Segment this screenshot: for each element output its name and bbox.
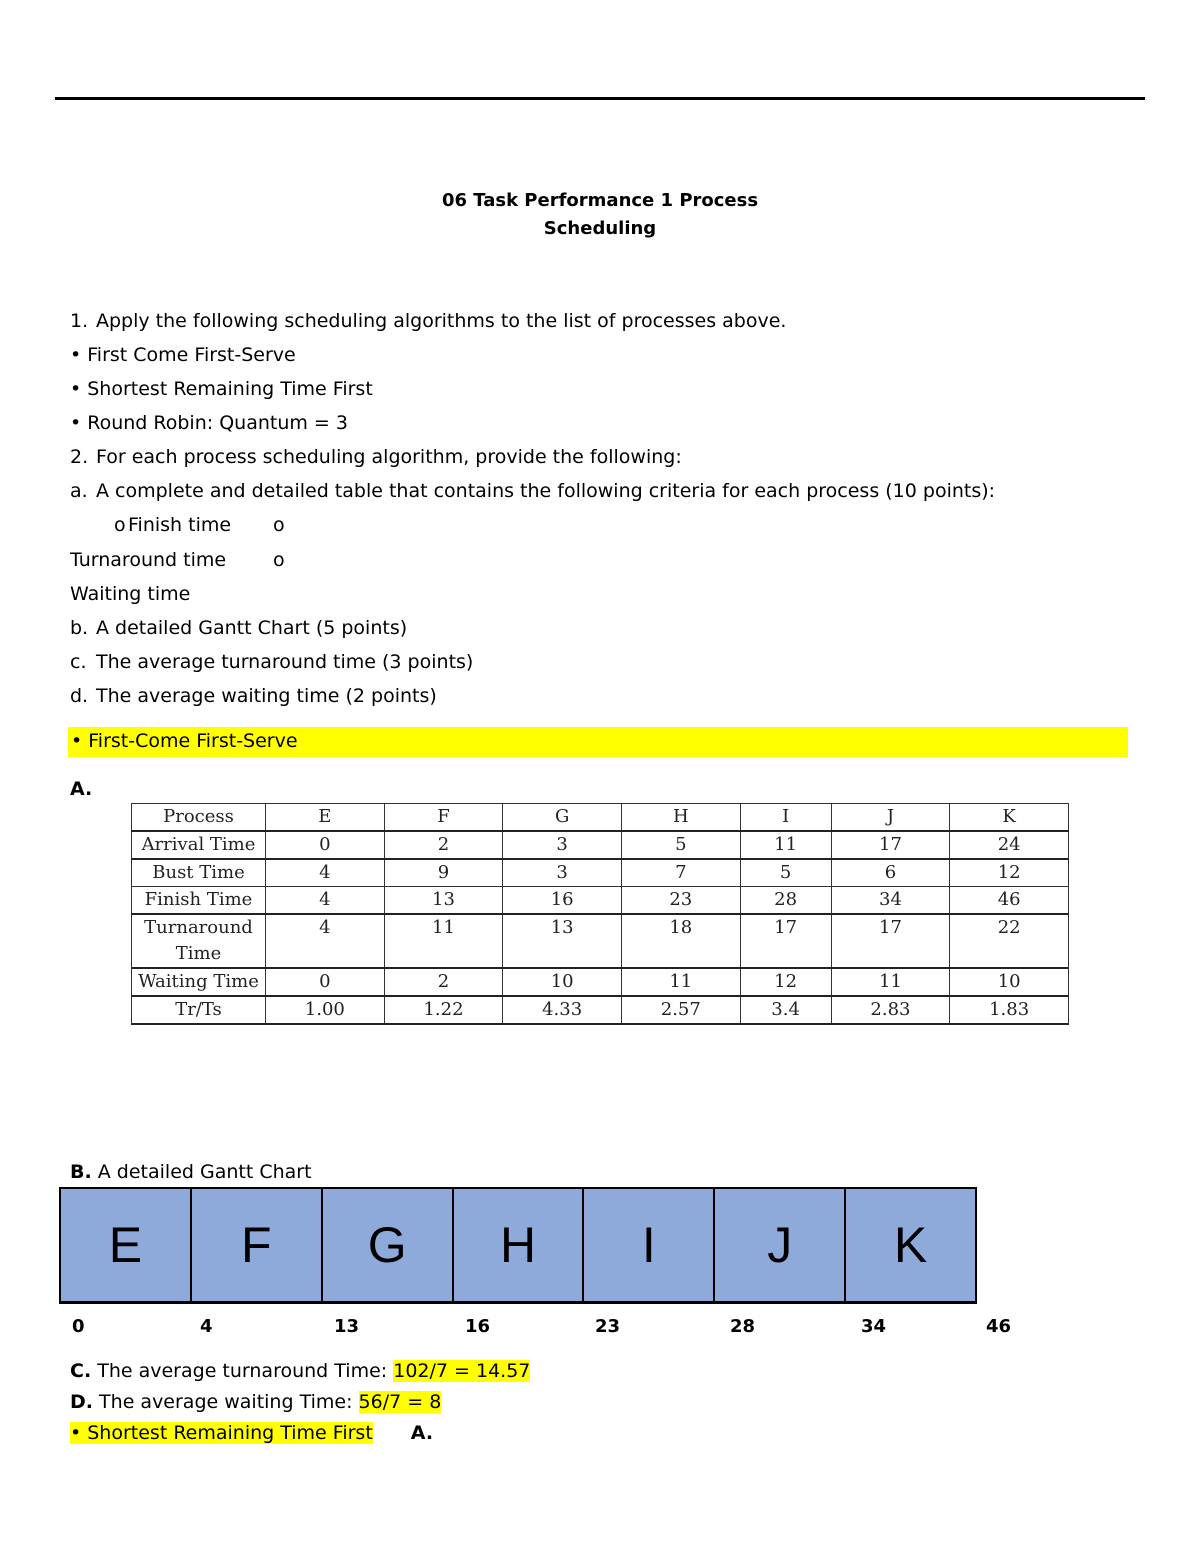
question-a <box>70 480 995 502</box>
table-cell: 10 <box>503 968 622 996</box>
gantt-block: G <box>323 1189 454 1301</box>
table-cell: 13 <box>503 914 622 968</box>
question-d-letter: d. <box>70 685 89 707</box>
table-cell: 3 <box>503 831 622 859</box>
avg-turnaround-value: 102/7 = 14.57 <box>393 1360 531 1382</box>
row-label: Turnaround Time <box>132 914 266 968</box>
gantt-tick: 46 <box>986 1316 1012 1337</box>
table-header-cell: F <box>384 804 503 832</box>
table-cell: 46 <box>950 887 1069 915</box>
question-d-text: The average waiting time (2 points) <box>96 685 437 707</box>
fcfs-process-table <box>131 803 1069 1025</box>
fcfs-heading: • First-Come First-Serve <box>71 730 298 752</box>
table-cell: 22 <box>950 914 1069 968</box>
gantt-block: E <box>61 1189 192 1301</box>
table-cell: 11 <box>831 968 950 996</box>
question-c-text: The average turnaround time (3 points) <box>96 651 474 673</box>
doc-title-line1: 06 Task Performance 1 Process <box>441 190 759 211</box>
table-header-cell: K <box>950 804 1069 832</box>
table-cell: 18 <box>621 914 740 968</box>
table-header-cell: Process <box>132 804 266 832</box>
table-cell: 23 <box>621 887 740 915</box>
table-cell: 0 <box>266 831 385 859</box>
table-header-row <box>132 804 1069 832</box>
gantt-chart <box>59 1187 977 1304</box>
table-cell: 0 <box>266 968 385 996</box>
sub-mark-3: o <box>273 549 285 571</box>
gantt-block: I <box>584 1189 715 1301</box>
table-cell: 2.57 <box>621 996 740 1024</box>
table-cell: 1.83 <box>950 996 1069 1024</box>
table-cell: 24 <box>950 831 1069 859</box>
table-cell: 7 <box>621 859 740 887</box>
question-2 <box>70 446 682 468</box>
gantt-title <box>70 1161 312 1183</box>
gantt-block: H <box>454 1189 585 1301</box>
bullet-fcfs: • First Come First-Serve <box>70 344 296 366</box>
fcfs-heading-band <box>68 727 1128 757</box>
question-b-letter: b. <box>70 617 89 639</box>
question-b-text: A detailed Gantt Chart (5 points) <box>96 617 408 639</box>
top-rule <box>55 97 1145 100</box>
gantt-tick: 16 <box>465 1316 491 1337</box>
question-a-text: A complete and detailed table that contains the following criteria for each process (10 points): <box>96 480 996 502</box>
srtf-label-a: A. <box>410 1422 434 1444</box>
table-cell: 34 <box>831 887 950 915</box>
table-cell: 2 <box>384 968 503 996</box>
gantt-block: J <box>715 1189 846 1301</box>
row-label: Finish Time <box>132 887 266 915</box>
avg-turnaround-label: C. <box>70 1360 92 1382</box>
question-b <box>70 617 407 639</box>
row-label: Tr/Ts <box>132 996 266 1024</box>
table-cell: 12 <box>950 859 1069 887</box>
table-row <box>132 831 1069 859</box>
doc-title-line2: Scheduling <box>543 218 657 239</box>
table-cell: 4.33 <box>503 996 622 1024</box>
table-header-cell: E <box>266 804 385 832</box>
table-cell: 12 <box>740 968 831 996</box>
table-header-cell: H <box>621 804 740 832</box>
gantt-tick: 0 <box>72 1316 85 1337</box>
question-2-number: 2. <box>70 446 89 468</box>
row-label: Bust Time <box>132 859 266 887</box>
gantt-tick: 23 <box>595 1316 621 1337</box>
table-row <box>132 996 1069 1024</box>
table-row <box>132 887 1069 915</box>
question-1-text: Apply the following scheduling algorithms to the list of processes above. <box>96 310 787 332</box>
gantt-tick: 13 <box>334 1316 360 1337</box>
avg-waiting-label: D. <box>70 1391 93 1413</box>
table-cell: 11 <box>384 914 503 968</box>
table-cell: 5 <box>740 859 831 887</box>
gantt-block: K <box>846 1189 975 1301</box>
row-label: Waiting Time <box>132 968 266 996</box>
fcfs-label-a: A. <box>70 778 93 800</box>
table-cell: 17 <box>831 831 950 859</box>
table-cell: 11 <box>621 968 740 996</box>
table-cell: 4 <box>266 859 385 887</box>
table-cell: 4 <box>266 914 385 968</box>
table-row <box>132 914 1069 968</box>
srtf-heading: • Shortest Remaining Time First <box>70 1422 373 1444</box>
gantt-tick: 4 <box>200 1316 213 1337</box>
table-cell: 13 <box>384 887 503 915</box>
table-cell: 4 <box>266 887 385 915</box>
sub-waiting-time: Waiting time <box>70 583 191 605</box>
table-cell: 17 <box>740 914 831 968</box>
avg-waiting-value: 56/7 = 8 <box>358 1391 442 1413</box>
question-c <box>70 651 473 673</box>
table-header-cell: G <box>503 804 622 832</box>
table-header-cell: J <box>831 804 950 832</box>
table-cell: 1.22 <box>384 996 503 1024</box>
bullet-rr: • Round Robin: Quantum = 3 <box>70 412 348 434</box>
question-c-letter: c. <box>70 651 87 673</box>
question-1 <box>70 310 786 332</box>
avg-waiting <box>70 1391 441 1413</box>
table-cell: 6 <box>831 859 950 887</box>
table-cell: 16 <box>503 887 622 915</box>
table-cell: 2 <box>384 831 503 859</box>
table-cell: 2.83 <box>831 996 950 1024</box>
avg-waiting-text: The average waiting Time: <box>99 1391 353 1413</box>
gantt-tick: 28 <box>730 1316 756 1337</box>
avg-turnaround <box>70 1360 530 1382</box>
bullet-srtf: • Shortest Remaining Time First <box>70 378 373 400</box>
question-1-number: 1. <box>70 310 89 332</box>
sub-finish-time: Finish time <box>128 514 232 536</box>
row-label: Arrival Time <box>132 831 266 859</box>
table-cell: 3 <box>503 859 622 887</box>
table-cell: 17 <box>831 914 950 968</box>
table-cell: 1.00 <box>266 996 385 1024</box>
sub-mark-1: o <box>114 514 126 536</box>
table-cell: 10 <box>950 968 1069 996</box>
srtf-section <box>70 1422 433 1444</box>
question-2-text: For each process scheduling algorithm, provide the following: <box>96 446 682 468</box>
table-cell: 11 <box>740 831 831 859</box>
question-a-letter: a. <box>70 480 88 502</box>
gantt-label-b: B. <box>70 1161 92 1183</box>
table-cell: 3.4 <box>740 996 831 1024</box>
sub-mark-2: o <box>273 514 285 536</box>
table-row <box>132 968 1069 996</box>
gantt-tick: 34 <box>861 1316 887 1337</box>
question-d <box>70 685 437 707</box>
gantt-block: F <box>192 1189 323 1301</box>
sub-turnaround-time: Turnaround time <box>70 549 227 571</box>
table-cell: 28 <box>740 887 831 915</box>
table-cell: 5 <box>621 831 740 859</box>
gantt-title-text: A detailed Gantt Chart <box>97 1161 312 1183</box>
table-row <box>132 859 1069 887</box>
table-header-cell: I <box>740 804 831 832</box>
avg-turnaround-text: The average turnaround Time: <box>97 1360 388 1382</box>
table-cell: 9 <box>384 859 503 887</box>
